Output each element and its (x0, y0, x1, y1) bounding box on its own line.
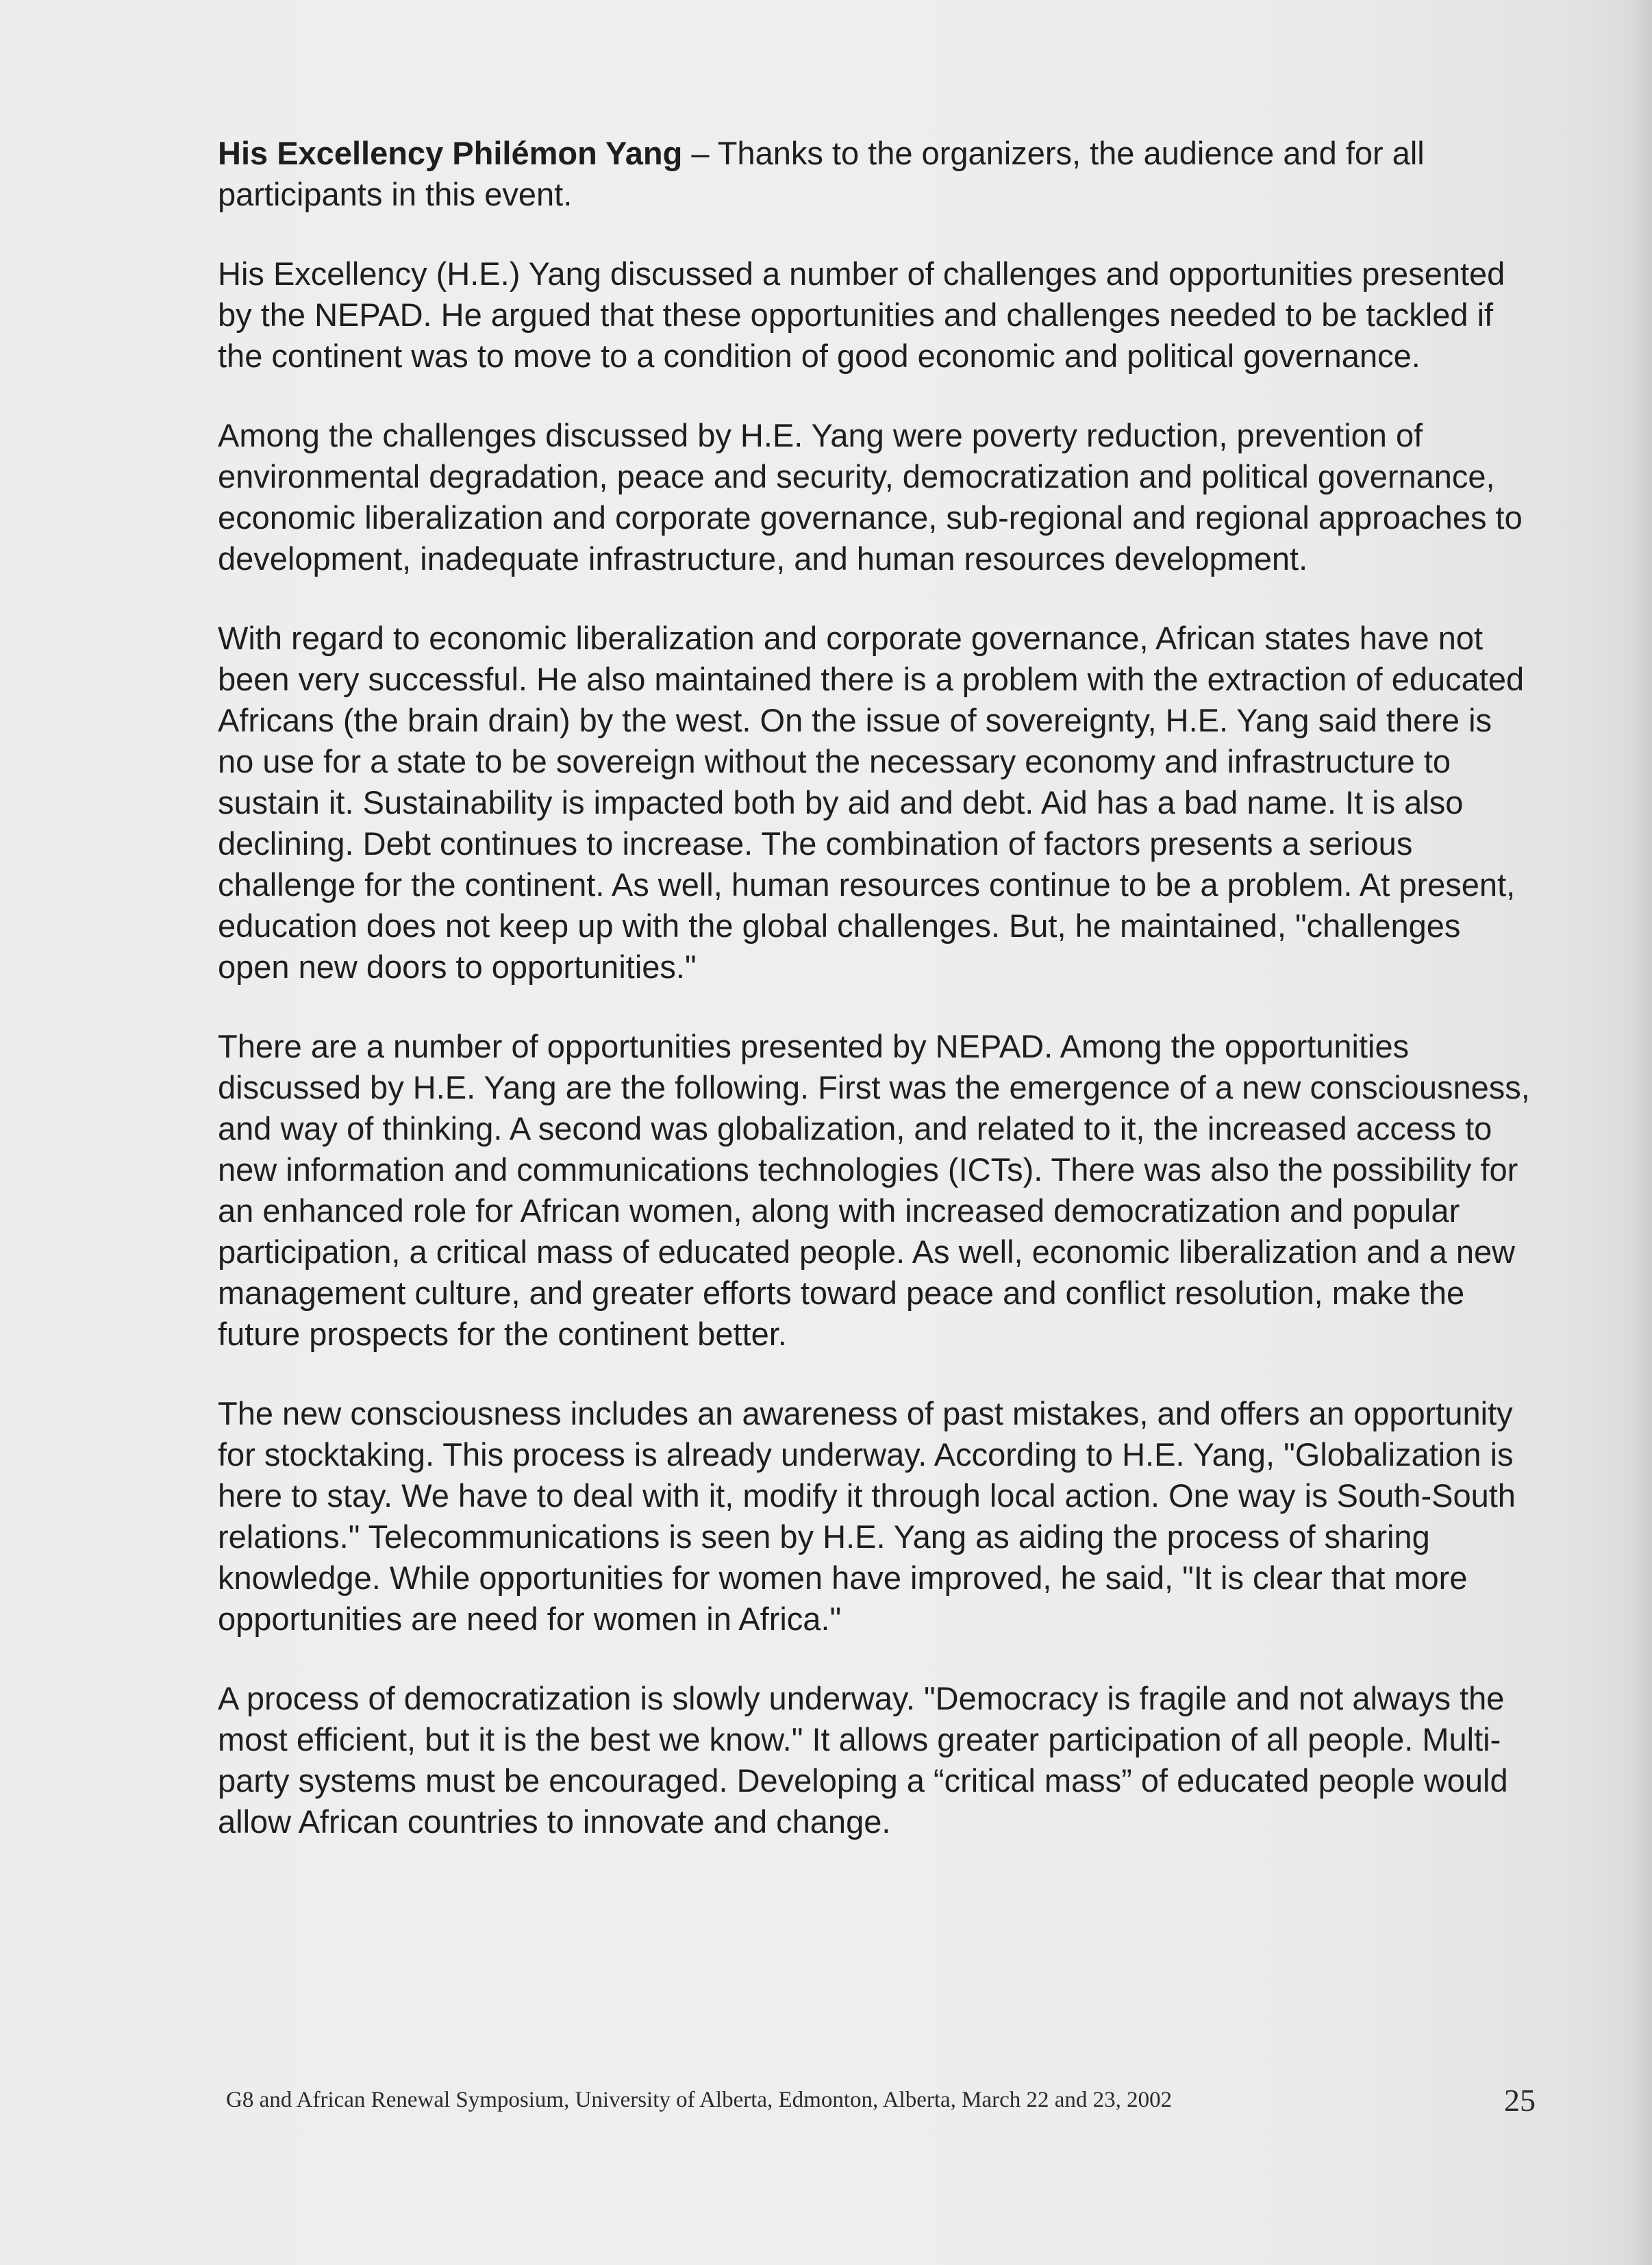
speaker-name: His Excellency Philémon Yang (218, 135, 683, 171)
page-number: 25 (1504, 2083, 1536, 2118)
footer-citation: G8 and African Renewal Symposium, University of Alberta, Edmonton, Alberta, March 22 and 23, 2002 (226, 2088, 1173, 2112)
page-edge-shadow (1631, 0, 1652, 2265)
paragraph-democratization: A process of democratization is slowly underway. "Democracy is fragile and not always the most efficient, but it is the best we know." It allows greater participation of all people. Multi-party systems must be encouraged. Developing a “critical mass” of educated people would allow African countries to innovate and change. (218, 1680, 1508, 1840)
paragraph-new-consciousness: The new consciousness includes an awareness of past mistakes, and offers an opportunity for stocktaking. This process is already underway. According to H.E. Yang, "Globalization is here to stay. We have to deal with it, modify it through local action. One way is South-South relations." Telecommunications is seen by H.E. Yang as aiding the process of sharing knowledge. While opportunities for women have improved, he said, "It is clear that more opportunities are need for women in Africa." (218, 1395, 1516, 1637)
paragraph-economic-liberalization: With regard to economic liberalization and corporate governance, African states have not been very successful. He also maintained there is a problem with the extraction of educated Africans (the brain drain) by the west. On the issue of sovereignty, H.E. Yang said there is no use for a state to be sovereign without the necessary economy and infrastructure to sustain it. Sustainability is impacted both by aid and debt. Aid has a bad name. It is also declining. Debt continues to increase. The combination of factors presents a serious challenge for the continent. As well, human resources continue to be a problem. At present, education does not keep up with the global challenges. But, he maintained, "challenges open new doors to opportunities." (218, 620, 1525, 985)
body-text (218, 133, 1533, 1881)
paragraph-intro (218, 133, 1533, 215)
paragraph-opportunities: There are a number of opportunities presented by NEPAD. Among the opportunities discussed by H.E. Yang are the following. First was the emergence of a new consciousness, and way of thinking. A second was globalization, and related to it, the increased access to new information and communications technologies (ICTs). There was also the possibility for an enhanced role for African women, along with increased democratization and popular participation, a critical mass of educated people. As well, economic liberalization and a new management culture, and greater efforts toward peace and conflict resolution, make the future prospects for the continent better. (218, 1028, 1530, 1352)
paragraph-text: – Thanks to the organizers, the audience and for all participants in this event. (218, 135, 1425, 212)
paragraph-challenges-list: Among the challenges discussed by H.E. Yang were poverty reduction, prevention of environmental degradation, peace and security, democratization and political governance, economic liberalization and corporate governance, sub-regional and regional approaches to development, inadequate infrastructure, and human resources development. (218, 417, 1523, 577)
paragraph-challenges-opportunities: His Excellency (H.E.) Yang discussed a number of challenges and opportunities presented by the NEPAD. He argued that these opportunities and challenges needed to be tackled if the continent was to move to a condition of good economic and political governance. (218, 255, 1505, 374)
